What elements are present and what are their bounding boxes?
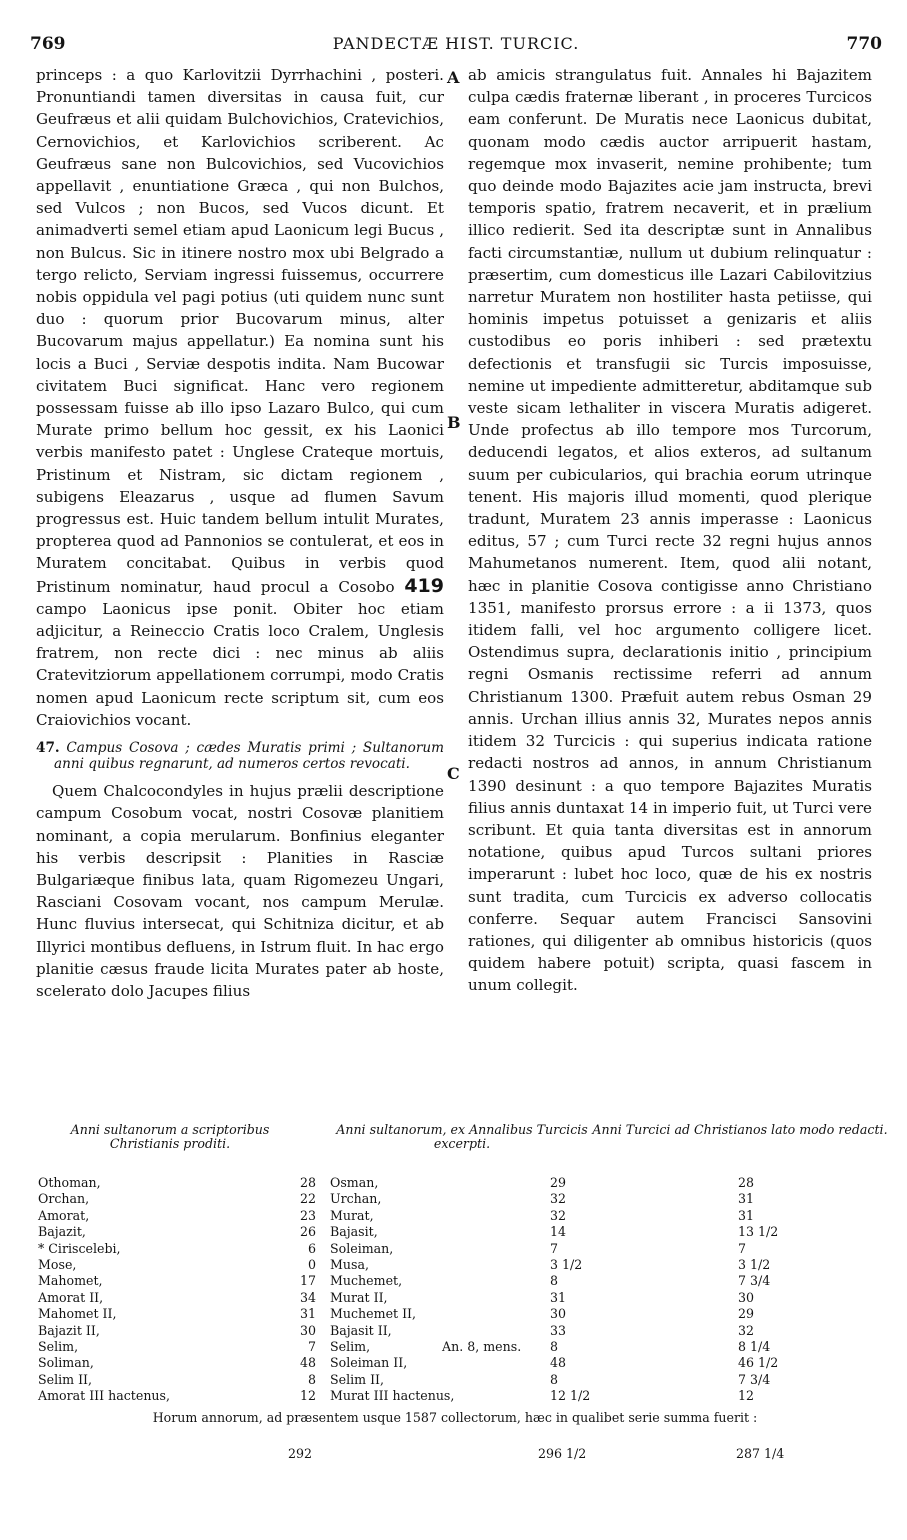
years-turkish: 33 xyxy=(550,1322,567,1338)
sultan-name-christian: Bajazit, xyxy=(38,1224,86,1240)
left-paragraph-2: Quem Chalcocondyles in hujus prælii descriptione campum Cosobum vocat, nostri Cosovæ planitiem nominant, a copia merularum. Bonfinius eleganter his verbis descripsit : Planities in Rasciæ Bulgariæque finibus lata, quam Rigomezeu Ungari, Rasciani Cosovam vocant, nos campum Merulæ. Hunc fluvius intersecat, qui Schitniza dicitur, et ab Illyrici montibus defluens, in Istrum fluit. In hac ergo planitie cæsus fraude licita Murates pater ab hoste, scelerato dolo Jacupes filius xyxy=(36,782,444,1000)
right-column xyxy=(468,64,872,997)
page-header xyxy=(30,34,882,58)
margin-letter-b: B xyxy=(447,413,461,432)
sultan-name-christian: Amorat, xyxy=(38,1207,90,1223)
years-turkish: 8 xyxy=(550,1273,559,1289)
sultan-name-turkish: Selim II, xyxy=(330,1371,385,1387)
years-christian: 28 xyxy=(299,1175,316,1190)
years-turkish: 7 xyxy=(550,1240,559,1256)
table-row xyxy=(30,1388,880,1404)
marginal-page-number: 419 xyxy=(404,574,444,597)
table-row xyxy=(30,1191,880,1207)
table-total-caption: Horum annorum, ad præsentem usque 1587 collectorum, hæc in qualibet serie summa fuerit : xyxy=(152,1410,758,1425)
row-note: An. 8, mens. xyxy=(442,1338,522,1354)
table-row xyxy=(30,1208,880,1224)
page-number-right: 770 xyxy=(846,34,882,54)
sultan-name-turkish: Bajasit II, xyxy=(330,1322,392,1338)
years-christian: 17 xyxy=(299,1273,316,1289)
years-christian: 30 xyxy=(299,1322,316,1338)
years-reduced: 28 xyxy=(738,1175,755,1190)
years-christian: 31 xyxy=(299,1306,316,1322)
years-turkish: 3 1/2 xyxy=(550,1256,583,1272)
sultan-name-turkish: Murat II, xyxy=(330,1289,388,1305)
sultan-name-turkish: Urchan, xyxy=(330,1191,382,1207)
years-turkish: 12 1/2 xyxy=(550,1388,591,1404)
years-reduced: 32 xyxy=(738,1322,755,1338)
table-row xyxy=(30,1290,880,1306)
sultan-name-turkish: Musa, xyxy=(330,1256,369,1272)
sultan-name-christian: Mahomet, xyxy=(38,1273,103,1289)
years-reduced: 29 xyxy=(738,1306,755,1322)
years-reduced: 31 xyxy=(738,1207,755,1223)
years-turkish: 14 xyxy=(550,1224,567,1240)
years-reduced: 7 3/4 xyxy=(738,1273,771,1289)
sultan-name-christian: Selim II, xyxy=(38,1371,93,1387)
years-reduced: 12 xyxy=(738,1388,755,1404)
left-column xyxy=(36,64,444,1002)
years-christian: 26 xyxy=(299,1224,316,1240)
years-turkish: 8 xyxy=(550,1371,559,1387)
sultan-name-christian: Mose, xyxy=(38,1256,77,1272)
sultan-name-turkish: Murat III hactenus, xyxy=(330,1388,455,1404)
sultan-name-christian: Othoman, xyxy=(38,1175,101,1190)
years-reduced: 31 xyxy=(738,1191,755,1207)
years-christian: 6 xyxy=(307,1240,316,1256)
sultan-name-christian: Orchan, xyxy=(38,1191,90,1207)
total-turkish: 296 1/2 xyxy=(538,1446,587,1461)
right-paragraph-1: ab amicis strangulatus fuit. Annales hi Bajazitem culpa cædis fraternæ liberant , in proceres Turcicos eam conferunt. De Muratis nece Laonicus dubitat, quonam modo cædis auctor arripuerit hastam, regemque mox invaserit, nemine prohibente; tum quo deinde modo Bajazites acie jam instructa, brevi temporis spatio, fratrem necaverit, et in prælium illico redierit. Sed ita descriptæ sunt in Annalibus facti circumstantiæ, nullum ut dubium relinquatur : præsertim, cum domesticus ille Lazari Cabilovitzius narretur Muratem non hostiliter hasta petiisse, qui hominis impetus potuisset a genizaris et aliis custodibus eo poris inhiberi : sed prætextu defectionis et transfugii sic Turcis imposuisse, nemine ut impediente admitteretur, abditamque sub veste sicam lethaliter in viscera Muratis adigeret. Unde profectus ab illo tempore mos Turcorum, deducendi legatos, et alios exteros, ad sultanum suum per cubicularios, qui brachia eorum utrinque tenent. His majoris illud momenti, quod plerique tradunt, Muratem 23 annis imperasse : Laonicus editus, 57 ; cum Turci recte 32 regni hujus annos Mahumetanos numerent. Item, quod alii notant, hæc in planitie Cosova contigisse anno Christiano 1351, manifesto prorsus errore : a ii 1373, quos itidem falli, vel hoc argumento colligere licet. Ostendimus supra, declarationis initio , principium regni Osmanis rectissime referri ad annum Christianum 1300. Præfuit autem rebus Osman 29 annis. Urchan illius annis 32, Murates nepos annis itidem 32 Turcicis : qui superius indicata ratione redacti nostros ad annos, in annum Christianum 1390 desinunt : a quo tempore Bajazites Muratis filius annis duntaxat 14 in imperio fuit, ut Turci vere scribunt. Et quia tanta diversitas est in annorum notatione, quibus apud Turcos sultani priores imperarunt : lubet hoc loco, quæ de his ex nostris sunt tradita, cum Turcicis ex adverso collocatis conferre. Sequar autem Francisci Sansovini rationes, qui diligenter ab omnibus historicis (quos quidem habere potuit) scripta, quasi fascem in unum collegit. xyxy=(468,66,872,995)
sultan-name-turkish: Bajasit, xyxy=(330,1224,378,1240)
sultan-name-christian: Amorat III hactenus, xyxy=(38,1388,171,1404)
total-reduced: 287 1/4 xyxy=(736,1446,785,1461)
sultan-name-turkish: Muchemet II, xyxy=(330,1306,417,1322)
sultan-name-christian: Mahomet II, xyxy=(38,1306,117,1322)
years-christian: 7 xyxy=(307,1338,316,1354)
sultan-name-christian: Selim, xyxy=(38,1338,79,1354)
table-header-reduced: Anni Turcici ad Christianos lato modo redacti. xyxy=(592,1122,888,1137)
sultan-name-turkish: Muchemet, xyxy=(330,1273,403,1289)
section-number: 47. xyxy=(36,740,60,757)
section-heading xyxy=(36,740,444,772)
years-turkish: 31 xyxy=(550,1289,567,1305)
years-reduced: 46 1/2 xyxy=(738,1355,779,1371)
years-christian: 8 xyxy=(307,1371,316,1387)
years-christian: 23 xyxy=(299,1207,316,1223)
years-reduced: 30 xyxy=(738,1289,755,1305)
table-row xyxy=(30,1175,880,1191)
table-header-christian: Anni sultanorum a scriptoribus Christianis proditi. xyxy=(70,1122,270,1151)
sultan-name-christian: Soliman, xyxy=(38,1355,94,1371)
table-row xyxy=(30,1372,880,1388)
table-row xyxy=(30,1257,880,1273)
page-number-left: 769 xyxy=(30,34,66,54)
years-reduced: 7 3/4 xyxy=(738,1371,771,1387)
table-row xyxy=(30,1355,880,1371)
years-turkish: 30 xyxy=(550,1306,567,1322)
years-turkish: 32 xyxy=(550,1207,567,1223)
sultan-name-turkish: Osman, xyxy=(330,1175,379,1190)
years-christian: 34 xyxy=(299,1289,316,1305)
years-christian: 12 xyxy=(299,1388,316,1404)
table-row xyxy=(30,1273,880,1289)
table-body xyxy=(30,1175,880,1404)
years-reduced: 8 1/4 xyxy=(738,1338,771,1354)
total-christian: 292 xyxy=(288,1446,313,1461)
table-row xyxy=(30,1224,880,1240)
years-christian: 48 xyxy=(299,1355,316,1371)
years-reduced: 13 1/2 xyxy=(738,1224,779,1240)
sultan-name-turkish: Murat, xyxy=(330,1207,374,1223)
margin-letter-a: A xyxy=(447,68,460,87)
sultan-name-christian: Amorat II, xyxy=(38,1289,104,1305)
years-reduced: 3 1/2 xyxy=(738,1256,771,1272)
table-totals xyxy=(30,1446,880,1464)
sultan-name-turkish: Soleiman II, xyxy=(330,1355,408,1371)
table-row xyxy=(30,1339,880,1355)
years-reduced: 7 xyxy=(738,1240,747,1256)
table-row xyxy=(30,1241,880,1257)
section-title: Campus Cosova ; cædes Muratis primi ; Sultanorum anni quibus regnarunt, ad numeros certos revocati. xyxy=(54,740,444,773)
table-row xyxy=(30,1306,880,1322)
years-turkish: 32 xyxy=(550,1191,567,1207)
years-turkish: 29 xyxy=(550,1175,567,1190)
years-christian: 0 xyxy=(307,1256,316,1272)
running-title: PANDECTÆ HIST. TURCIC. xyxy=(332,34,580,53)
left-paragraph-1: princeps : a quo Karlovitzii Dyrrhachini , posteri. Pronuntiandi tamen diversitas in causa fuit, cur Geufræus et alii quidam Bulchovichios, Cratevichios, Cernovichios, et Karlovichios scriberent. Ac Geufræus sane non Bulcovichios, sed Vucovichios appellavit , enuntiatione Græca , qui non Bulchos, sed Vulcos ; non Bucos, sed Vucos dicunt. Et animadverti semel etiam apud Laonicum legi Bucus , non Bulcus. Sic in itinere nostro mox ubi Belgrado a tergo relicto, Serviam ingressi fuissemus, occurrere nobis oppidula vel pagi potius (uti quidem nunc sunt duo : quorum prior Bucovarum minus, alter Bucovarum majus appellatur.) Ea nomina sunt his locis a Buci , Serviæ despotis indita. Nam Bucowar civitatem Buci significat. Hanc vero regionem possessam fuisse ab illo ipso Lazaro Bulco, qui cum Murate primo bellum hoc gessit, ex his Laonici verbis manifesto patet : Unglese Crateque mortuis, Pristinum et Nistram, sic dictam regionem , subigens Eleazarus , usque ad flumen Savum progressus est. Huic tandem bellum intulit Murates, propterea quod ad Pannonios se contulerat, et eos in Muratem concitabat. Quibus in verbis quod Pristinum nominatur, haud procul a Cosobo 419 campo Laonicus ipse ponit. Obiter hoc etiam adjicitur, a Reineccio Cratis loco Cralem, Unglesis fratrem, non recte dici : nec minus ab aliis Cratevitziorum appellationem corrumpi, modo Cratis nomen apud Laonicum recte scriptum sit, cum eos Craiovichios vocant. xyxy=(36,66,444,729)
table-header-turkish: Anni sultanorum, ex Annalibus Turcicis excerpti. xyxy=(336,1122,588,1151)
sultan-name-turkish: Selim, xyxy=(330,1338,371,1354)
margin-letter-c: C xyxy=(447,764,460,783)
sultan-name-christian: * Ciriscelebi, xyxy=(38,1240,121,1256)
table-row xyxy=(30,1323,880,1339)
sultan-name-christian: Bajazit II, xyxy=(38,1322,100,1338)
sultan-name-turkish: Soleiman, xyxy=(330,1240,394,1256)
years-turkish: 48 xyxy=(550,1355,567,1371)
years-christian: 22 xyxy=(299,1191,316,1207)
years-turkish: 8 xyxy=(550,1338,559,1354)
